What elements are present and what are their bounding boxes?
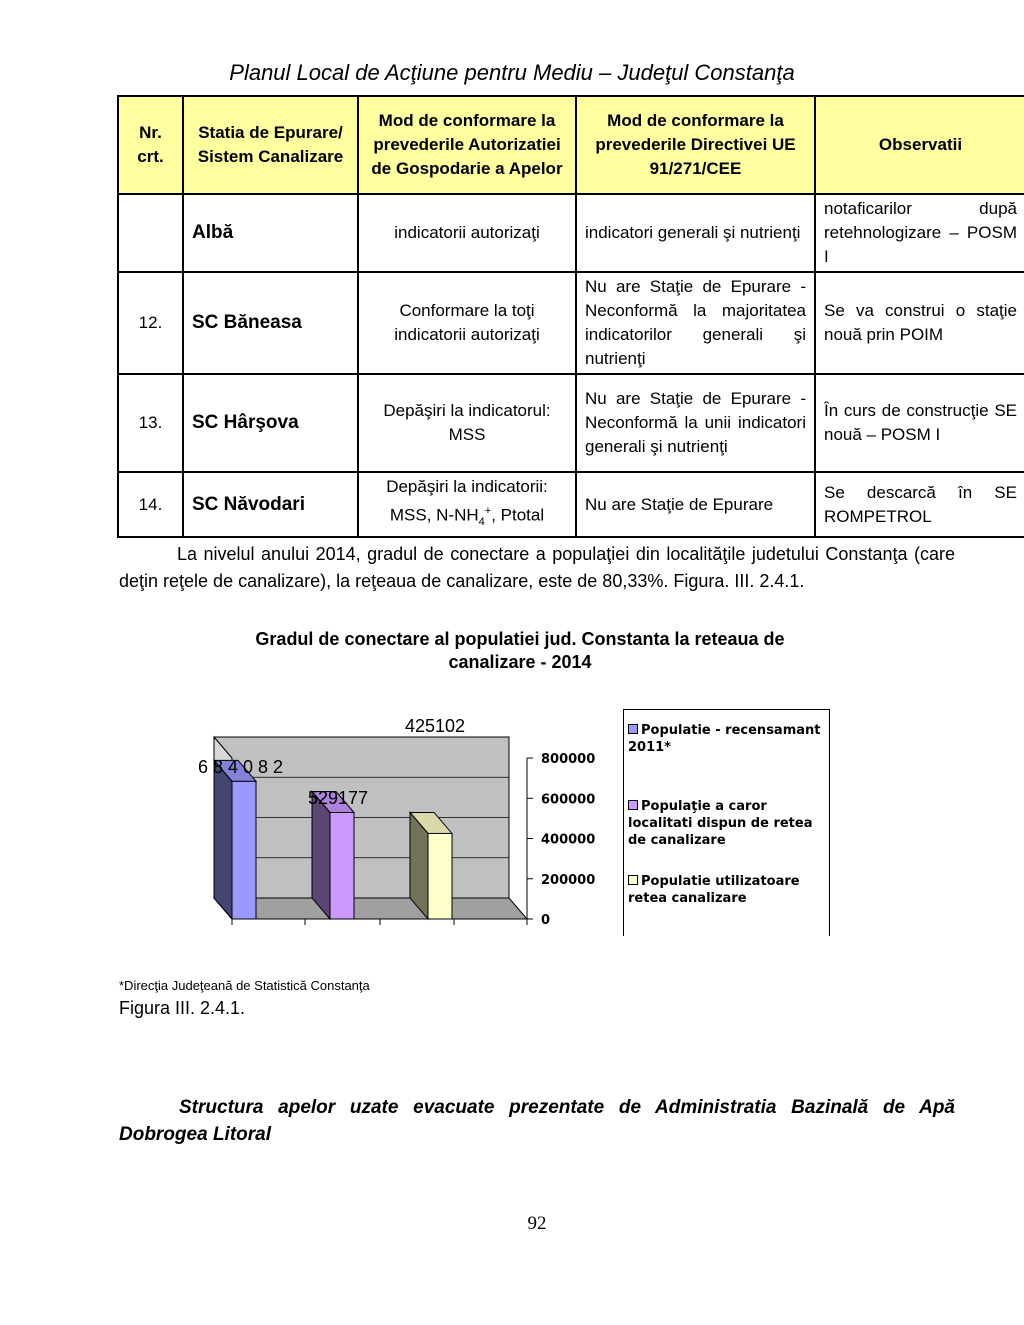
y-tick-label: 0: [541, 913, 551, 928]
table-row: [118, 194, 1024, 272]
cell-authorization-rest: , Ptotal: [491, 505, 545, 525]
cell-nr: 14.: [118, 472, 183, 537]
bar-chart: [180, 700, 620, 940]
page-number: 92: [527, 1213, 547, 1234]
col-header-directive: Mod de conformare la prevederile Directivei UE 91/271/CEE: [576, 96, 815, 194]
cell-directive: Nu are Staţie de Epurare: [576, 472, 815, 537]
legend-label: Populaţie a caror localitati dispun de retea de canalizare: [628, 799, 813, 848]
chart-title: Gradul de conectare al populatiei jud. Constanta la reteaua de canalizare - 2014: [255, 629, 785, 672]
cell-station: SC Băneasa: [183, 272, 358, 374]
section-subtitle: [119, 1094, 955, 1148]
cell-station: SC Năvodari: [183, 472, 358, 537]
y-tick-label: 200000: [541, 872, 596, 888]
table-row: [118, 272, 1024, 374]
footnote: *Direcţia Judeţeană de Statistică Constanţa: [119, 978, 370, 993]
data-label: 529177: [308, 788, 369, 808]
chart-floor: [214, 898, 527, 919]
cell-authorization: indicatorii autorizaţi: [358, 194, 576, 272]
bar: [330, 813, 354, 919]
cell-nr: [118, 194, 183, 272]
bar-side: [312, 792, 330, 919]
superscript: +: [484, 505, 492, 517]
data-label: 425102: [405, 716, 466, 736]
body-paragraph-text: La nivelul anului 2014, gradul de conectare a populaţiei din localităţile judetului Constanţa (care deţin reţele de canalizare), la reţeaua de canalizare, este de 80,33%. Figura. III. 2.4.1.: [119, 544, 955, 591]
cell-authorization: [358, 472, 576, 537]
data-label: 6 8 4 0 8 2: [198, 757, 284, 777]
cell-directive: Nu are Staţie de Epurare - Neconformă la unii indicatori generali şi nutrienţi: [576, 374, 815, 472]
bar-side: [214, 760, 232, 919]
legend-item: [628, 722, 824, 756]
cell-station: SC Hârşova: [183, 374, 358, 472]
cell-authorization-text: Depăşiri la indicatorii: MSS, N-NH: [386, 477, 548, 525]
legend-swatch: [628, 800, 638, 810]
cell-directive: Nu are Staţie de Epurare - Neconformă la majoritatea indicatorilor generali şi nutrienţi: [576, 272, 815, 374]
cell-nr: 12.: [118, 272, 183, 374]
col-header-observations: Observatii: [815, 96, 1024, 194]
cell-station: Albă: [183, 194, 358, 272]
cell-nr: 13.: [118, 374, 183, 472]
cell-observations: notaficarilor după retehnologizare – POSM I: [815, 194, 1024, 272]
figure-label: Figura III. 2.4.1.: [119, 998, 246, 1018]
legend-swatch: [628, 875, 638, 885]
y-tick-label: 800000: [541, 752, 596, 767]
col-header-station: Statia de Epurare/ Sistem Canalizare: [183, 96, 358, 194]
col-header-authorization: Mod de conformare la prevederile Autorizatiei de Gospodarie a Apelor: [358, 96, 576, 194]
cell-directive: indicatori generali şi nutrienţi: [576, 194, 815, 272]
legend-item: [628, 798, 824, 849]
treatment-plants-table: [117, 95, 1024, 538]
table-header-row: [118, 96, 1024, 194]
legend-label: Populatie - recensamant 2011*: [628, 723, 821, 755]
page-header: Planul Local de Acţiune pentru Mediu – Judeţul Constanţa: [229, 60, 795, 85]
legend-swatch: [628, 724, 638, 734]
table-row: [118, 374, 1024, 472]
cell-observations: În curs de construcţie SE nouă – POSM I: [815, 374, 1024, 472]
cell-observations: Se va construi o staţie nouă prin POIM: [815, 272, 1024, 374]
legend-item: [628, 873, 824, 907]
cell-observations: Se descarcă în SE ROMPETROL: [815, 472, 1024, 537]
chart-legend: [623, 709, 830, 936]
section-subtitle-text: Structura apelor uzate evacuate prezentate de Administratia Bazinală de Apă Dobrogea Litoral: [119, 1097, 955, 1145]
table-row: [118, 472, 1024, 537]
col-header-nr: Nr. crt.: [118, 96, 183, 194]
legend-label: Populatie utilizatoare retea canalizare: [628, 874, 800, 906]
body-paragraph: [119, 541, 955, 595]
y-tick-label: 600000: [541, 792, 596, 808]
bar: [428, 833, 452, 919]
cell-authorization: Conformare la toţi indicatorii autorizaţi: [358, 272, 576, 374]
cell-authorization: Depăşiri la indicatorul: MSS: [358, 374, 576, 472]
subscript: 4: [478, 516, 485, 529]
y-tick-label: 400000: [541, 832, 596, 848]
bar: [232, 781, 256, 919]
